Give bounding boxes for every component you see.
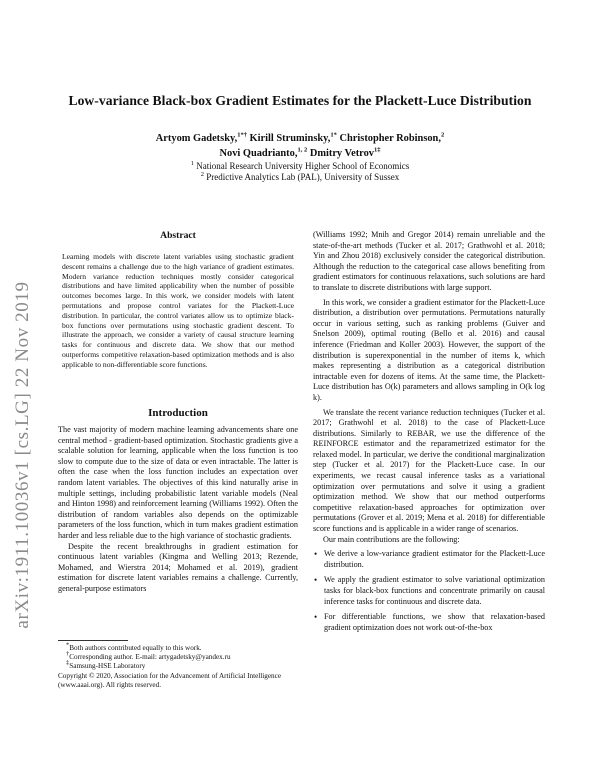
contribution-list <box>313 549 545 633</box>
right-paragraph-4: Our main contributions are the following: <box>323 534 460 544</box>
arxiv-stamp <box>6 210 40 700</box>
author-sup: 2 <box>440 131 445 139</box>
author-name: Dmitry Vetrov <box>309 148 374 159</box>
author-name: Artyom Gadetsky, <box>155 133 238 144</box>
footnote-text: Samsung-HSE Laboratory <box>69 662 146 671</box>
footnotes <box>58 641 298 690</box>
author-name: Christopher Robinson, <box>339 133 441 144</box>
contribution-item: • We derive a low-variance gradient estimator for the Plackett-Luce distribution. <box>313 549 545 570</box>
footnote-mark: † <box>66 650 70 658</box>
right-paragraph-3: We translate the recent variance reduction techniques (Tucker et al. 2017; Grathwohl et al. 2018) to the case of Plackett-Luce distributions. Similarly to REBAR, we use the difference of the REINFORCE estimator and the reparametrized estimator for the relaxed model. In particular, we derive the conditional marginalization step (Tucker et al. 2017) for the Plackett-Luce case. In our experiments, we recast causal inference tasks as a variational optimization over permutations and solve it using a gradient optimization method. We show that our method outperforms competitive relaxation-based approaches for optimization over permutations (Grover et al. 2019; Mena et al. 2018) for differentiable score functions and is applicable in a wider range of scenarios. <box>313 407 545 534</box>
right-paragraph-1: (Williams 1992; Mnih and Gregor 2014) remain unreliable and the state-of-the-art methods (Tucker et al. 2017; Grathwohl et al. 2018; Yin and Zhou 2018) exclusively consider the categorical distribution. Although the reduction to the categorical case allows benefiting from gradient estimators for continuous relaxations, such solutions are hard to translate to discrete distributions with large support. <box>313 230 545 292</box>
footnote-text: Corresponding author. E-mail: artygadetsky@yandex.ru <box>69 653 231 662</box>
right-paragraph-2: In this work, we consider a gradient estimator for the Plackett-Luce distribution, a distribution over permutations. Permutations naturally occur in various setting, such as ranking problems (Guiver and Snelson 2009), optimal routing (Bello et al. 2016) and causal inference (Friedman and Koller 2003). However, the support of the distribution is superexponential in the number of items k, which makes representing a distribution as a categorical distribution intractable even for dozens of items. At the same time, the Plackett-Luce distribution has O(k) parameters and allows sampling in O(k log k). <box>313 297 545 402</box>
contribution-item: • For differentiable functions, we show that relaxation-based gradient optimization does not work out-of-the-box <box>313 612 545 633</box>
footnote-mark: * <box>66 641 70 649</box>
footnote-mark: ‡ <box>66 660 70 668</box>
right-column-body <box>313 230 545 638</box>
author-sup: 1‡ <box>373 146 381 154</box>
intro-heading: Introduction <box>148 407 208 419</box>
author-sup: 1* <box>330 131 337 139</box>
affiliation-num: 1 <box>190 160 195 167</box>
copyright-notice: Copyright © 2020, Association for the Advancement of Artificial Intelligence (www.aaai.org). All rights reserved. <box>58 671 282 689</box>
abstract-heading: Abstract <box>160 230 196 241</box>
author-sup: 1*† <box>237 131 247 139</box>
arxiv-stamp-text: arXiv:1911.10036v1 [cs.LG] 22 Nov 2019 <box>12 281 33 629</box>
author-sup: 1, 2 <box>297 146 308 154</box>
affiliation-text: National Research University Higher School of Economics <box>196 161 410 171</box>
contribution-item: • We apply the gradient estimator to solve variational optimization tasks for black-box functions and concentrate primarily on causal inference tasks for continuous and discrete data. <box>313 575 545 607</box>
left-column-body <box>58 425 298 595</box>
intro-paragraph-1: The vast majority of modern machine learning advancements share one central method - gradient-based optimization. Stochastic gradients give a scalable solution for learning, applicable when the loss function is too slow to compute due to the size of data or even intractable. The latter is often the case when the loss function includes an expectation over random latent variables. The objectives of this kind naturally arise in multiple settings, including probabilistic latent variable models (Neal and Hinton 1998) and reinforcement learning (Williams 1992). Often the distribution of random variables also depends on the optimizable parameters of the loss function, which in turn makes gradient estimation harder and less reliable due to the high variance of stochastic gradients. <box>58 425 298 540</box>
footnote <box>58 641 298 653</box>
paper-title: Low-variance Black-box Gradient Estimates for the Plackett-Luce Distribution <box>68 93 532 108</box>
affiliation-2 <box>60 172 540 183</box>
affiliation-num: 2 <box>200 171 205 178</box>
affiliation-text: Predictive Analytics Lab (PAL), University of Sussex <box>206 172 400 182</box>
abstract-text: Learning models with discrete latent variables using stochastic gradient descent remains a challenge due to the high variance of gradient estimates. Modern variance reduction techniques mostly consider categorical distributions and have limited applicability when the number of possible outcomes becomes large. In this work, we consider models with latent permutations and propose control variates for the Plackett-Luce distribution. In particular, the control variates allow us to optimize black-box functions over permutations using stochastic gradient descent. To illustrate the approach, we consider a variety of causal structure learning tasks for continuous and discrete data. We show that our method outperforms competitive relaxation-based optimization methods and is also applicable to non-differentiable score functions. <box>62 252 294 369</box>
footnote-text: Both authors contributed equally to this work. <box>69 644 202 652</box>
affiliation-1 <box>60 161 540 172</box>
author-name: Kirill Struminsky, <box>249 133 331 144</box>
author-name: Novi Quadrianto, <box>219 148 298 159</box>
footnote <box>58 662 298 671</box>
author-line-2 <box>60 147 540 161</box>
intro-paragraph-2: Despite the recent breakthroughs in gradient estimation for continuous latent variables (Kingma and Welling 2013; Rezende, Mohamed, and Wierstra 2014; Mohamed et al. 2019), gradient estimation for discrete latent variables remains a challenge. Currently, general-purpose estimators <box>58 541 298 593</box>
author-line-1 <box>60 132 540 146</box>
